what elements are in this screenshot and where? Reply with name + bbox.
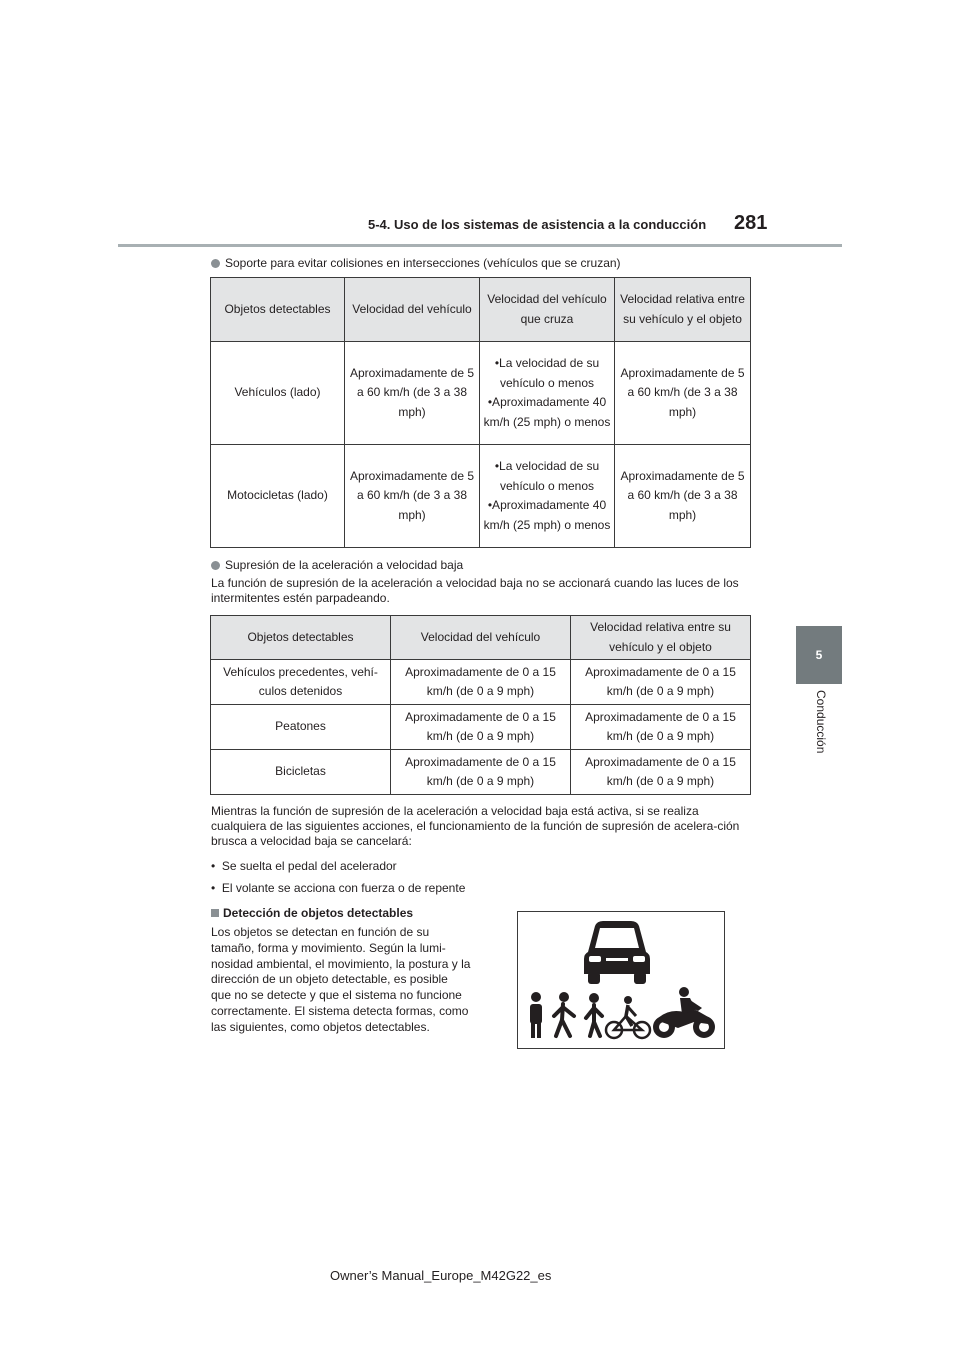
- bullet-dot-icon: [211, 259, 220, 268]
- table-cell-speed: Aproximadamente de 5 a 60 km/h (de 3 a 38 mph): [345, 342, 480, 445]
- section3-body: Los objetos se detectan en función de su tamaño, forma y movimiento. Según la lumi-nosidad ambiental, el movimiento, la postura y la dirección de un objeto detectable, es posible que no se detecte y que el sistema no funcione correctamente. El sistema detecta formas, como las siguientes, como objetos detectables.: [211, 925, 471, 1034]
- cyclist-icon: [606, 996, 650, 1038]
- table2-header-speed: Velocidad del vehículo: [391, 616, 571, 660]
- table-cell-relative: Aproximadamente de 0 a 15 km/h (de 0 a 9 mph): [571, 750, 751, 795]
- table-row: [211, 445, 751, 548]
- table-row: [211, 660, 751, 705]
- table-cell-relative: Aproximadamente de 0 a 15 km/h (de 0 a 9 mph): [571, 705, 751, 750]
- list-item: [211, 859, 397, 874]
- table1-header-speed: Velocidad del vehículo: [345, 278, 480, 342]
- table1-header-crossing: Velocidad del vehículo que cruza: [480, 278, 615, 342]
- pedestrian-child-icon: [586, 993, 602, 1036]
- section1-heading-text: Soporte para evitar colisiones en intersecciones (vehículos que se cruzan): [225, 256, 621, 270]
- square-bullet-icon: [211, 909, 219, 917]
- section3-heading: [211, 906, 413, 921]
- bullet-glyph: •: [211, 881, 222, 895]
- motorcycle-icon: [653, 987, 715, 1038]
- low-speed-table: [210, 615, 751, 795]
- list-item: [211, 881, 465, 896]
- section3-heading-text: Detección de objetos detectables: [223, 906, 414, 920]
- table-cell-speed: Aproximadamente de 0 a 15 km/h (de 0 a 9 mph): [391, 750, 571, 795]
- list-item: •La velocidad de su vehículo o menos: [494, 356, 600, 390]
- section2-after: Mientras la función de supresión de la aceleración a velocidad baja está activa, si se realiza cualquiera de las siguientes acciones, el funcionamiento de la función de supresión de acelera-ción brusca a velocidad baja se cancelará:: [211, 804, 740, 848]
- list-item-text: El volante se acciona con fuerza o de repente: [221, 881, 466, 895]
- table2-header-objects: Objetos detectables: [211, 616, 391, 660]
- table-cell-object: Bicicletas: [211, 750, 391, 795]
- table-cell-object: Vehículos precedentes, vehí-culos detenidos: [211, 660, 391, 705]
- table-cell-object: Motocicletas (lado): [211, 445, 345, 548]
- table-cell-speed: Aproximadamente de 0 a 15 km/h (de 0 a 9 mph): [391, 705, 571, 750]
- list-item: •La velocidad de su vehículo o menos: [494, 459, 600, 493]
- table-row: [211, 750, 751, 795]
- pedestrian-walking-icon: [554, 992, 574, 1036]
- table-cell-crossing: [480, 342, 615, 445]
- section2-heading: [211, 558, 463, 572]
- chapter-label: Conducción: [814, 690, 828, 754]
- table-row: [211, 705, 751, 750]
- table2-header-relative: Velocidad relativa entre su vehículo y el objeto: [571, 616, 751, 660]
- list-item: •Aproximadamente 40 km/h (25 mph) o menos: [483, 395, 611, 429]
- chapter-tab: 5: [796, 626, 842, 684]
- footer-manual-id: Owner’s Manual_Europe_M42G22_es: [330, 1268, 552, 1283]
- detectable-objects-figure: [517, 911, 725, 1049]
- section2-intro: La función de supresión de la aceleración a velocidad baja no se accionará cuando las luces de los intermitentes estén parpadeando.: [211, 576, 739, 605]
- table-cell-object: Peatones: [211, 705, 391, 750]
- table-cell-object: Vehículos (lado): [211, 342, 345, 445]
- header-divider: [118, 244, 842, 247]
- table-cell-relative: Aproximadamente de 5 a 60 km/h (de 3 a 38 mph): [615, 342, 751, 445]
- section2-heading-text: Supresión de la aceleración a velocidad baja: [225, 558, 464, 572]
- section1-heading: [211, 256, 621, 270]
- pedestrian-standing-icon: [530, 992, 542, 1038]
- car-icon: [584, 921, 650, 984]
- section-header-title: 5-4. Uso de los sistemas de asistencia a la conducción: [368, 217, 707, 232]
- table-cell-relative: Aproximadamente de 5 a 60 km/h (de 3 a 38 mph): [615, 445, 751, 548]
- table1-header-relative: Velocidad relativa entre su vehículo y el objeto: [615, 278, 751, 342]
- table-cell-relative: Aproximadamente de 0 a 15 km/h (de 0 a 9 mph): [571, 660, 751, 705]
- table-cell-speed: Aproximadamente de 5 a 60 km/h (de 3 a 38 mph): [345, 445, 480, 548]
- list-item: •Aproximadamente 40 km/h (25 mph) o menos: [483, 498, 611, 532]
- table-row: [211, 342, 751, 445]
- bullet-dot-icon: [211, 561, 220, 570]
- table1-header-objects: Objetos detectables: [211, 278, 345, 342]
- table-cell-speed: Aproximadamente de 0 a 15 km/h (de 0 a 9 mph): [391, 660, 571, 705]
- detectable-objects-illustration: [518, 912, 724, 1048]
- table-cell-crossing: [480, 445, 615, 548]
- bullet-glyph: •: [211, 859, 222, 873]
- intersection-table: [210, 277, 751, 548]
- page-number: 281: [734, 212, 768, 234]
- list-item-text: Se suelta el pedal del acelerador: [221, 859, 397, 873]
